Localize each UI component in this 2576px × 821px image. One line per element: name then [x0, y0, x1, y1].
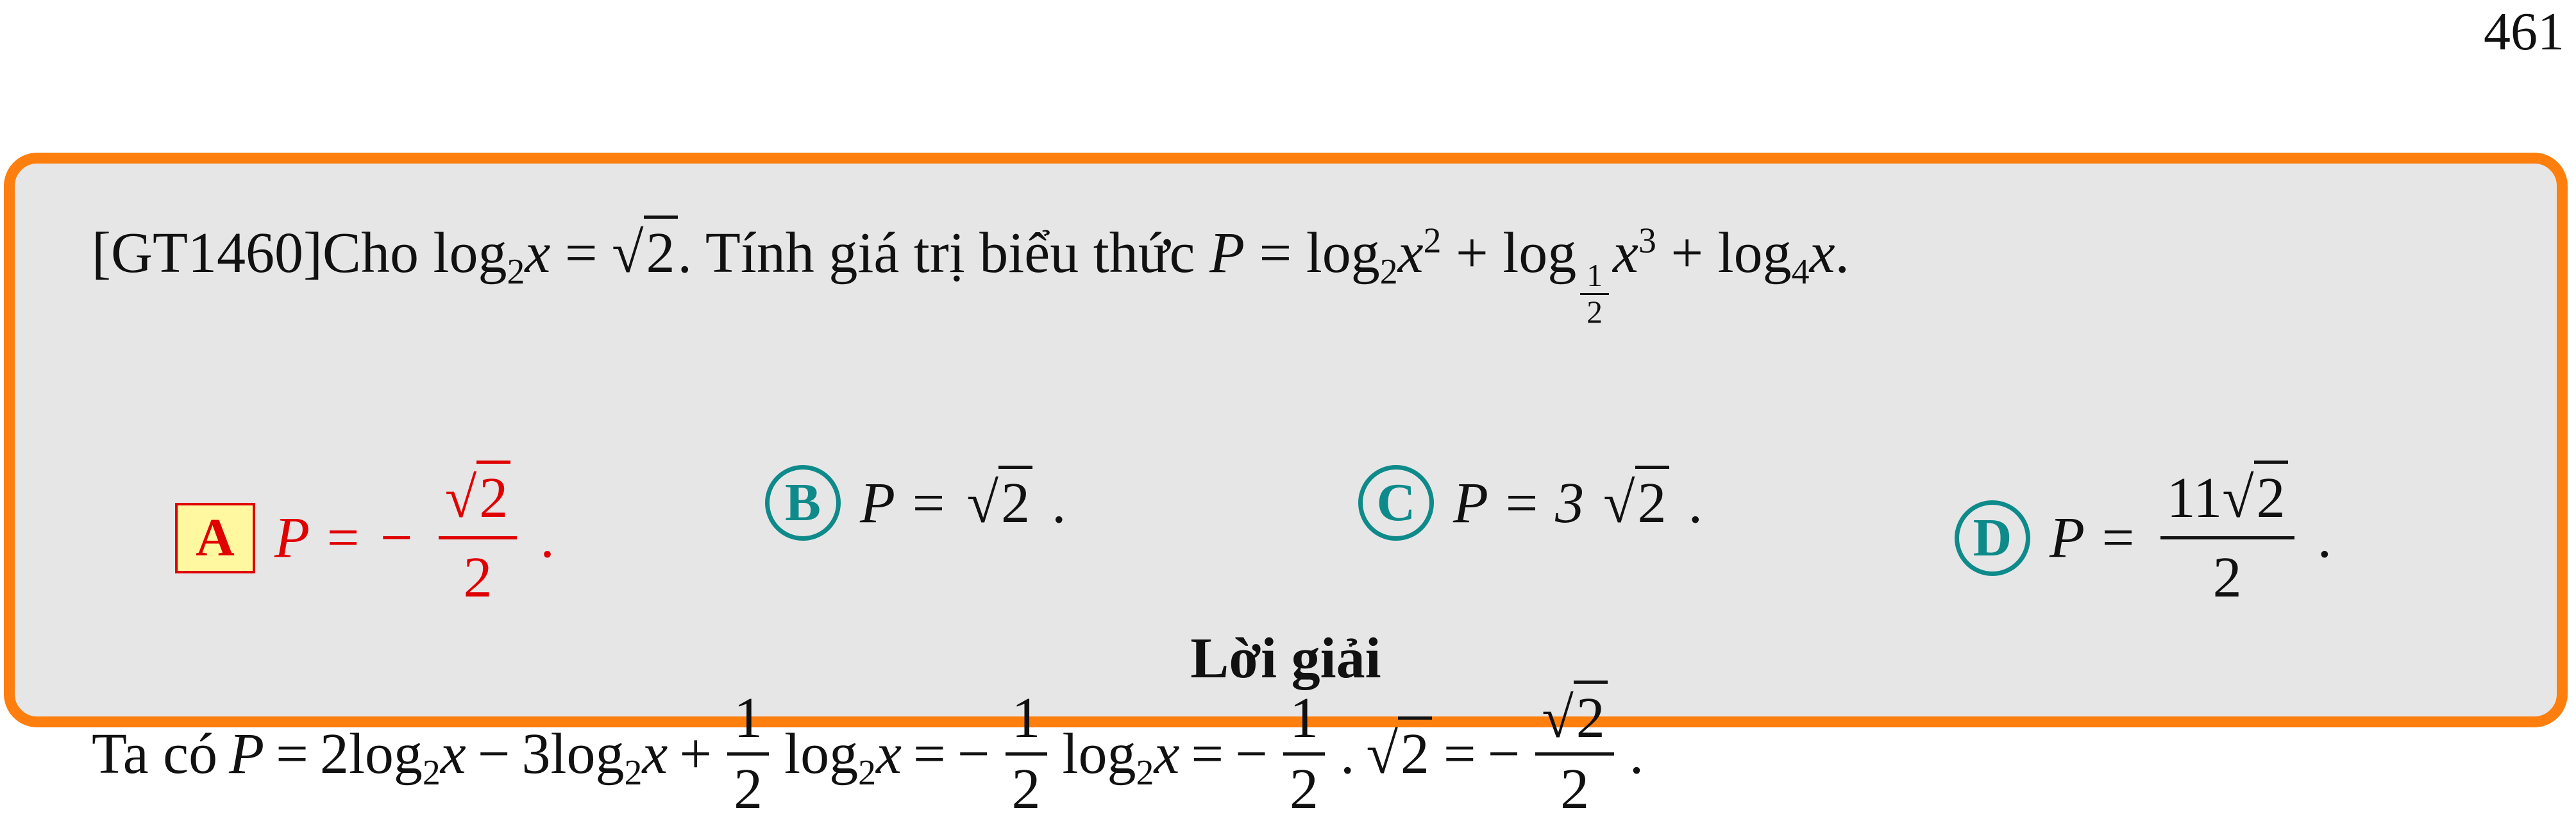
solution-fraction-1: $\frac{1}{2}$: [727, 690, 769, 818]
solution-heading: Lời giải: [1190, 627, 1381, 690]
option-c-badge: C: [1358, 465, 1434, 541]
fraction-half: $\frac{1}{2}$: [1580, 260, 1609, 328]
solution-text: Ta có P = $2\log_2x$ − $3\log_2x$ + $\frac{1}{2}$ $\log_2x$ = − $\frac{1}{2}$ $\log_2x$ = − $\frac{1}{2}$ . √2 = − $\frac{√2}{2}$ .: [92, 690, 1644, 818]
solution-fraction-2: $\frac{1}{2}$: [1006, 690, 1047, 818]
option-b[interactable]: B P = √2 .: [765, 465, 1066, 541]
option-a[interactable]: A P = − $\frac{√2}{2}$ .: [175, 465, 555, 611]
option-c[interactable]: C P = 3 √2 .: [1358, 465, 1703, 541]
sqrt-expression: √2: [612, 224, 677, 282]
solution-fraction-4: $\frac{√2}{2}$: [1535, 690, 1613, 818]
option-a-fraction: $\frac{√2}{2}$: [439, 465, 517, 611]
option-d-fraction: $\frac{11√2}{2}$: [2160, 465, 2294, 611]
question-text: [GT1460]Cho $\log_2x = √2$. Tính giá trị biểu thức $P = \log_2x^2 + \log$ $\frac{1}{2}$ $x^3 + \log_4x$.: [92, 224, 1849, 328]
solution-fraction-3: $\frac{1}{2}$: [1283, 690, 1325, 818]
exercise-box: [4, 153, 2568, 821]
option-b-badge: B: [765, 465, 841, 541]
option-a-badge: A: [175, 503, 255, 573]
page-number: 461: [2484, 2, 2564, 62]
option-d[interactable]: D P = $\frac{11√2}{2}$ .: [1955, 465, 2332, 611]
question-code: [GT1460]: [92, 221, 323, 285]
option-d-badge: D: [1955, 500, 2030, 576]
